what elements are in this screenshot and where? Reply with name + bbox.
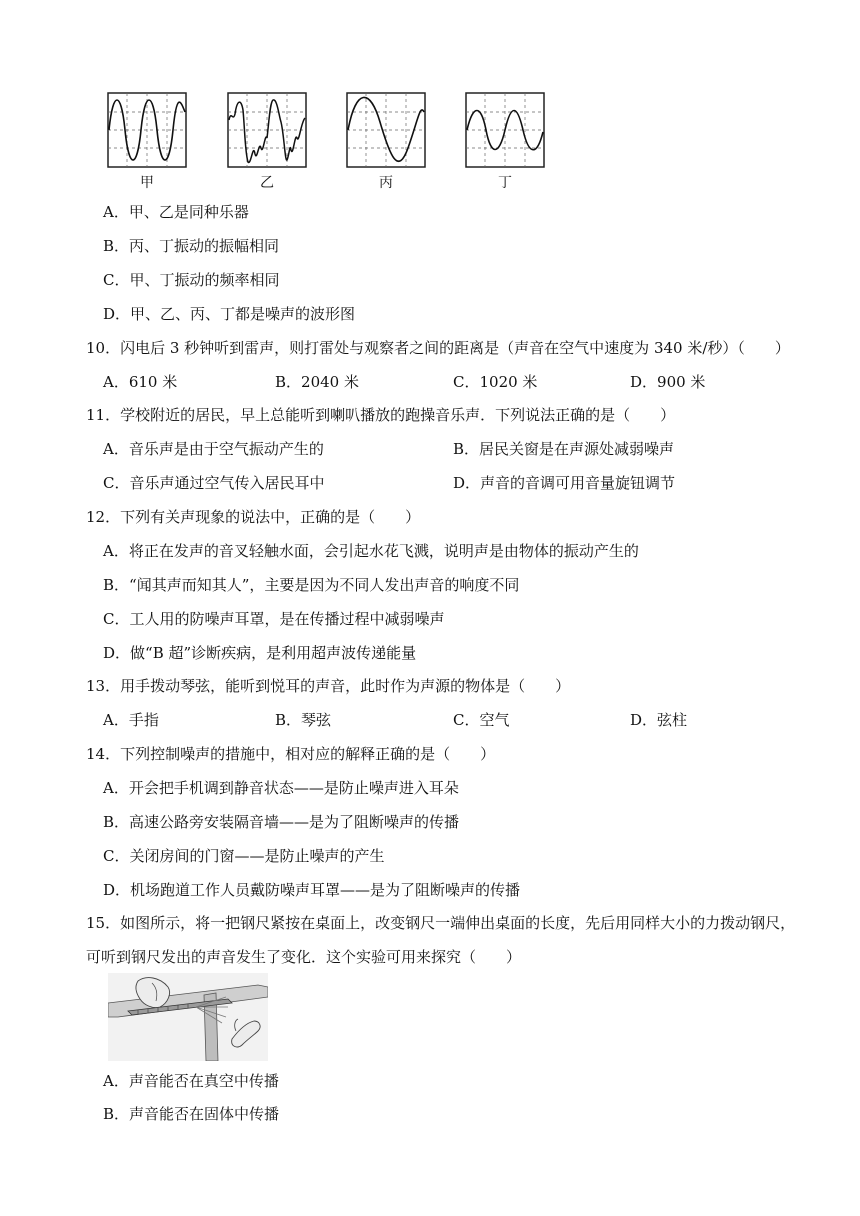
waveform-yi — [227, 92, 307, 168]
q15-option-b: B．声音能否在固体中传播 — [103, 1105, 280, 1123]
q12-option-c: C．工人用的防噪声耳罩，是在传播过程中减弱噪声 — [103, 610, 445, 628]
q13-option-c: C．空气 — [453, 711, 510, 729]
q13-stem: 13．用手拨动琴弦，能听到悦耳的声音，此时作为声源的物体是（ ） — [86, 677, 571, 695]
q13-option-b: B．琴弦 — [275, 711, 332, 729]
q11-option-c: C．音乐声通过空气传入居民耳中 — [103, 474, 325, 492]
q15-stem-line2: 可听到钢尺发出的声音发生了变化．这个实验可用来探究（ ） — [86, 948, 522, 966]
q14-option-c: C．关闭房间的门窗——是防止噪声的产生 — [103, 847, 385, 865]
q11-option-b: B．居民关窗是在声源处减弱噪声 — [453, 440, 675, 458]
steel-ruler-experiment-image — [108, 973, 268, 1061]
q11-option-d: D．声音的音调可用音量旋钮调节 — [453, 474, 676, 492]
q12-option-a: A．将正在发声的音叉轻触水面，会引起水花飞溅，说明声是由物体的振动产生的 — [103, 542, 639, 560]
waveform-bing — [346, 92, 426, 168]
q10-option-d: D．900 米 — [630, 373, 706, 391]
q10-stem: 10．闪电后 3 秒钟听到雷声，则打雷处与观察者之间的距离是（声音在空气中速度为 340 米/秒）（ ） — [86, 339, 790, 357]
q14-option-b: B．高速公路旁安装隔音墙——是为了阻断噪声的传播 — [103, 813, 460, 831]
q13-option-a: A．手指 — [103, 711, 159, 729]
q12-option-b: B．“闻其声而知其人”，主要是因为不同人发出声音的响度不同 — [103, 576, 520, 594]
waveform-label-yi: 乙 — [260, 175, 274, 191]
waveform-label-jia: 甲 — [140, 175, 154, 191]
q10-option-a: A．610 米 — [103, 373, 178, 391]
q14-option-a: A．开会把手机调到静音状态——是防止噪声进入耳朵 — [103, 779, 459, 797]
waveform-ding — [465, 92, 545, 168]
waveform-jia — [107, 92, 187, 168]
q9-option-b: B．丙、丁振动的振幅相同 — [103, 237, 280, 255]
waveform-label-bing: 丙 — [379, 175, 393, 191]
q10-option-b: B．2040 米 — [275, 373, 359, 391]
q10-option-c: C．1020 米 — [453, 373, 538, 391]
q12-option-d: D．做“B 超”诊断疾病，是利用超声波传递能量 — [103, 644, 417, 662]
q9-option-a: A．甲、乙是同种乐器 — [103, 203, 249, 221]
q12-stem: 12．下列有关声现象的说法中，正确的是（ ） — [86, 508, 421, 526]
q9-option-d: D．甲、乙、丙、丁都是噪声的波形图 — [103, 305, 356, 323]
q9-option-c: C．甲、丁振动的频率相同 — [103, 271, 280, 289]
q15-stem-line1: 15．如图所示，将一把钢尺紧按在桌面上，改变钢尺一端伸出桌面的长度，先后用同样大小的力拨动钢尺， — [86, 914, 796, 932]
q14-stem: 14．下列控制噪声的措施中，相对应的解释正确的是（ ） — [86, 745, 496, 763]
q14-option-d: D．机场跑道工作人员戴防噪声耳罩——是为了阻断噪声的传播 — [103, 881, 521, 899]
q13-option-d: D．弦柱 — [630, 711, 688, 729]
q11-option-a: A．音乐声是由于空气振动产生的 — [103, 440, 324, 458]
q11-stem: 11．学校附近的居民，早上总能听到喇叭播放的跑操音乐声．下列说法正确的是（ ） — [86, 406, 676, 424]
waveform-label-ding: 丁 — [498, 175, 512, 191]
q15-option-a: A．声音能否在真空中传播 — [103, 1072, 279, 1090]
